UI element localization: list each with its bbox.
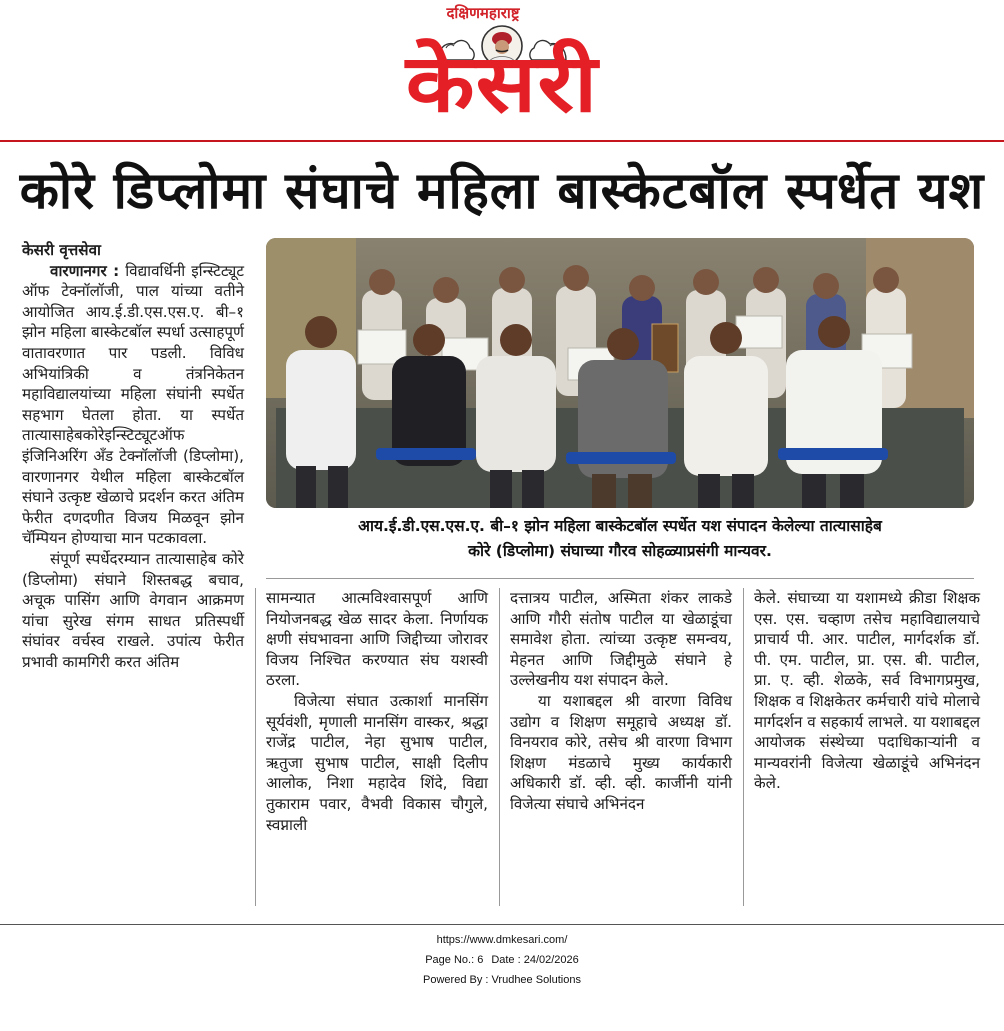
footer-powered-by: Powered By : Vrudhee Solutions	[423, 974, 581, 986]
masthead	[0, 0, 1004, 142]
masthead-tagline: दक्षिणमहाराष्ट्र	[446, 4, 520, 22]
footer-url-link[interactable]: https://www.dmkesari.com/	[436, 934, 568, 946]
article-paragraph-4: विजेत्या संघात उत्कार्शा मानसिंग सूर्यवंशी, मृणाली मानसिंग वास्कर, श्रद्धा राजेंद्र पाटील, नेहा सुभाष पाटील, ऋतुजा सुभाष पाटील, साक्षी दिलीप आलोक, निशा महादेव शिंदे, विद्या तुकाराम पवार, वैभवी विकास चौगुले, स्वप्नाली	[266, 691, 488, 834]
photo-caption-line-1: आय.ई.डी.एस.एस.ए. बी–१ झोन महिला बास्केटबॉल स्पर्धेत यश संपादन केलेल्या तात्यासाहेब	[358, 517, 882, 535]
article-paragraph-7: केले. संघाच्या या यशामध्ये क्रीडा शिक्षक एस. एस. चव्हाण तसेच महाविद्यालयाचे प्राचार्य पी. आर. पाटील, मार्गदर्शक डॉ. पी. एम. पाटील, प्रा. एस. बी. पाटील, प्रा. ए. व्ही. शेळके, सर्व विभागप्रमुख, शिक्षक व शिक्षकेतर कर्मचारी यांचे मोलाचे मार्गदर्शन व सहकार्य लाभले. या यशाबद्दल आयोजक संस्थेच्या पदाधिकाऱ्यांनी व मान्यवरांनी विजेत्या खेळाडूंचे अभिनंदन केले.	[754, 589, 980, 793]
article-paragraph-2: संपूर्ण स्पर्धेदरम्यान तात्यासाहेब कोरे (डिप्लोमा) संघाने शिस्तबद्ध बचाव, अचूक पासिंग आणि वेगवान आक्रमण यांचा सुरेख संगम साधत प्रतिस्पर्धी संघांवर वर्चस्व राखले. उपांत्य फेरीत प्रभावी कामगिरी करत अंतिम	[22, 549, 244, 671]
photo-caption	[266, 514, 974, 564]
article-paragraph-1	[22, 261, 244, 549]
group-photo	[266, 238, 974, 508]
article-paragraph-1-text: विद्यावर्धिनी इन्स्टिट्यूट ऑफ टेक्नॉलॉजी, पाल यांच्या वतीने आयोजित आय.ई.डी.एस.एस.ए. बी–१ झोन महिला बास्केटबॉल स्पर्धा उत्साहपूर्ण वातावरणात पार पडली. विविध अभियांत्रिकी व तंत्रनिकेतन महाविद्यालयांच्या महिला संघांनी स्पर्धेत सहभाग घेतला होता. या स्पर्धेत तात्यासाहेबकोरेइन्स्टिट्यूटऑफ इंजिनिअरिंग अँड टेक्नॉलॉजी (डिप्लोमा), वारणानगर येथील महिला बास्केटबॉल संघाने उत्कृष्ट खेळाचे प्रदर्शन करत अंतिम फेरीत दणदणीत विजय मिळवून झोन चॅम्पियन होण्याचा मान पटकावला.	[22, 261, 244, 548]
column-divider	[255, 588, 256, 906]
article-paragraph-5: दत्तात्रय पाटील, अस्मिता शंकर लाकडे आणि गौरी संतोष पाटील या खेळाडूंचा समावेश होता. त्यांच्या उत्कृष्ट समन्वय, मेहनत आणि जिद्दीमुळे संघाने हे उल्लेखनीय यश संपादन केले.	[510, 589, 732, 690]
footer	[0, 930, 1004, 990]
byline: केसरी वृत्तसेवा	[22, 241, 101, 259]
group-photo-image	[266, 238, 974, 508]
dateline: वारणानगर :	[50, 261, 120, 280]
footer-rule	[0, 924, 1004, 925]
article-column-2	[266, 588, 488, 835]
headline: कोरे डिप्लोमा संघाचे महिला बास्केटबॉल स्पर्धेत यश	[19, 161, 985, 221]
article-column-3	[510, 588, 732, 815]
article-column-4	[754, 588, 980, 794]
photo-caption-line-2: कोरे (डिप्लोमा) संघाच्या गौरव सोहळ्याप्रसंगी मान्यवर.	[468, 542, 772, 560]
masthead-rule	[0, 140, 1004, 142]
column-divider	[743, 588, 744, 906]
article-column-1	[22, 240, 244, 672]
masthead-brand: केसरी	[405, 37, 599, 130]
article-paragraph-6: या यशाबद्दल श्री वारणा विविध उद्योग व शिक्षण समूहाचे अध्यक्ष डॉ. विनयराव कोरे, तसेच श्री वारणा विभाग शिक्षण मंडळाचे मुख्य कार्यकारी अधिकारी डॉ. व्ही. व्ही. कार्जीनी यांनी विजेत्या संघाचे अभिनंदन	[510, 691, 732, 813]
column-divider	[499, 588, 500, 906]
footer-page-number: Page No.: 6	[425, 954, 484, 966]
caption-rule	[266, 578, 974, 579]
footer-date: Date : 24/02/2026	[491, 954, 579, 966]
article-paragraph-3: सामन्यात आत्मविश्वासपूर्ण आणि नियोजनबद्ध खेळ सादर केला. निर्णायक क्षणी संघभावना आणि जिद्दीच्या जोरावर विजय निश्चित करण्यात संघ यशस्वी ठरला.	[266, 589, 488, 690]
